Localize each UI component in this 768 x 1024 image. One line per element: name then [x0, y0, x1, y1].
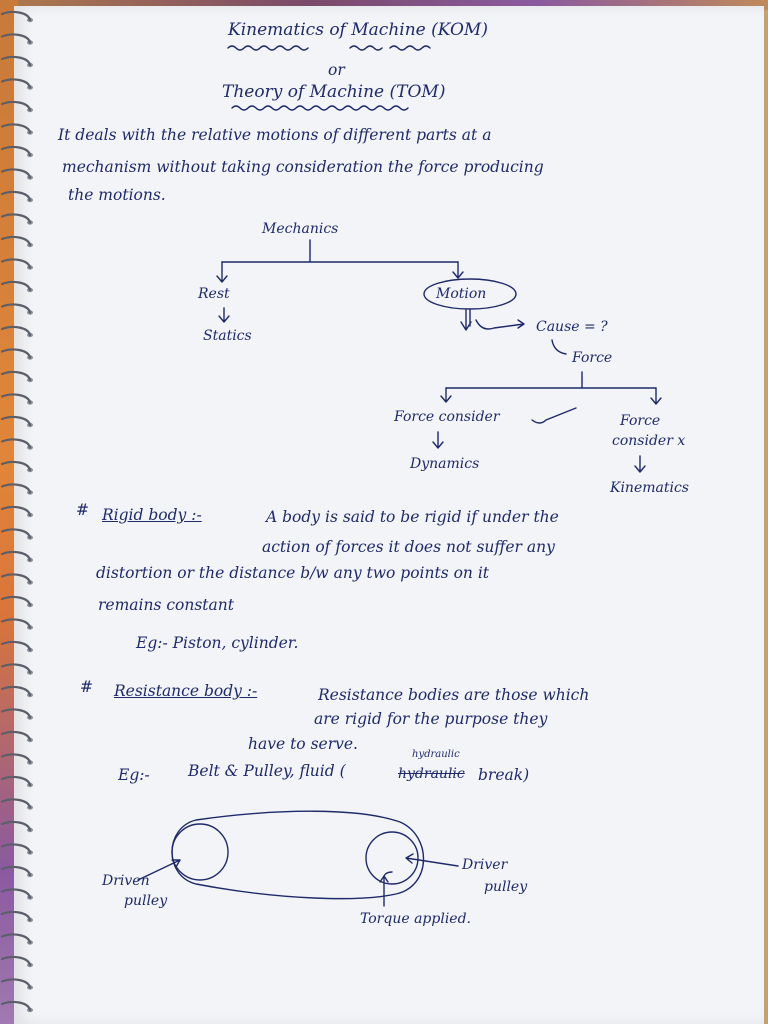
- tree-rest-arrow: [219, 308, 229, 322]
- intro-line-1: It deals with the relative motions of different parts at a: [58, 126, 492, 144]
- cause-hook-arrow: [476, 320, 524, 329]
- tree-mechanics: Mechanics: [262, 221, 339, 237]
- tree-force-not-line-2: consider x: [612, 433, 686, 449]
- tree-force: Force: [572, 350, 613, 366]
- tree-left-drop: [217, 262, 227, 282]
- intro-line-3: the motions.: [68, 186, 166, 204]
- title-line-1: Kinematics of Machine (KOM): [228, 20, 488, 40]
- tree-rest: Rest: [198, 286, 230, 302]
- title-underline-wave: [228, 46, 430, 50]
- torque-pointer-arrow: [380, 872, 392, 906]
- motion-down-arrow: [461, 310, 471, 330]
- tree-motion: Motion: [436, 286, 487, 302]
- tree-force-consider: Force consider: [394, 409, 500, 425]
- intro-line-2: mechanism without taking consideration the force producing: [62, 158, 544, 176]
- resistance-marker: #: [80, 678, 93, 696]
- rigid-marker: #: [76, 501, 89, 519]
- tree-statics: Statics: [203, 328, 252, 344]
- resistance-example-struck: hydraulic: [398, 766, 465, 782]
- rigid-line-3: distortion or the distance b/w any two points on it: [96, 564, 490, 582]
- belt: [172, 811, 424, 898]
- resistance-example-prefix: Eg:-: [118, 766, 150, 784]
- force-hook: [552, 340, 566, 354]
- force-right-drop: [651, 388, 661, 404]
- tree-dynamics: Dynamics: [410, 456, 480, 472]
- force-left-drop: [441, 388, 451, 402]
- resistance-example-end: break): [478, 766, 530, 784]
- driven-pointer-arrow: [138, 860, 180, 880]
- title-2-underline-wave: [232, 106, 408, 110]
- tree-cause: Cause = ?: [536, 319, 608, 335]
- driver-pulley-label-1: Driver: [462, 857, 508, 873]
- check-mark: [532, 408, 576, 423]
- rigid-line-1: A body is said to be rigid if under the: [266, 508, 559, 526]
- driver-pointer-arrow: [406, 854, 458, 866]
- tree-force-not-line-1: Force: [620, 413, 661, 429]
- driven-pulley-label-2: pulley: [124, 893, 168, 909]
- dynamics-arrow: [433, 432, 443, 448]
- driver-pulley-label-2: pulley: [484, 879, 528, 895]
- title-or: or: [328, 61, 345, 79]
- tree-right-drop: [453, 262, 463, 278]
- resistance-example-text: Belt & Pulley, fluid (: [188, 762, 346, 780]
- motion-circle: [424, 279, 516, 309]
- rigid-line-2: action of forces it does not suffer any: [262, 538, 555, 556]
- resistance-line-3: have to serve.: [248, 735, 358, 753]
- kinematics-arrow: [635, 456, 645, 472]
- rigid-example: Eg:- Piston, cylinder.: [136, 634, 299, 652]
- rigid-line-4: remains constant: [98, 596, 234, 614]
- title-line-2: Theory of Machine (TOM): [222, 82, 446, 102]
- resistance-insertion: hydraulic: [412, 749, 460, 760]
- tree-kinematics: Kinematics: [610, 480, 689, 496]
- rigid-heading: Rigid body :-: [102, 506, 202, 524]
- resistance-line-1: Resistance bodies are those which: [318, 686, 590, 704]
- resistance-line-2: are rigid for the purpose they: [314, 710, 548, 728]
- driven-pulley: [172, 824, 228, 880]
- torque-label: Torque applied.: [360, 911, 472, 927]
- resistance-heading: Resistance body :-: [114, 682, 258, 700]
- driven-pulley-label-1: Driven: [102, 873, 150, 889]
